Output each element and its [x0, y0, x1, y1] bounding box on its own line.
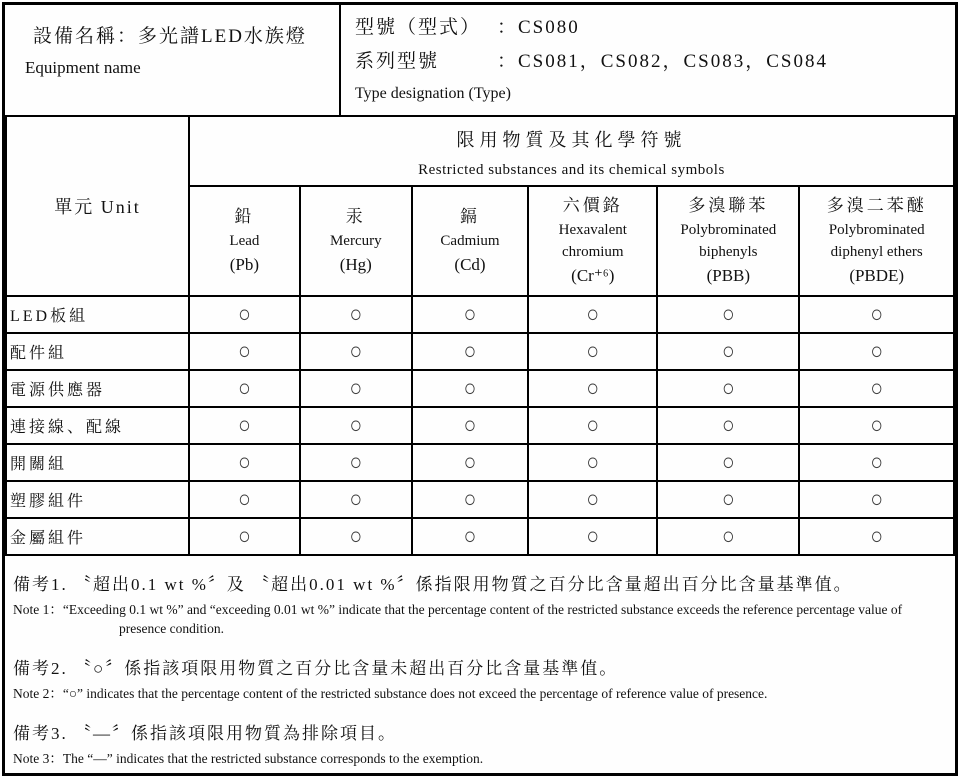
circle-mark: ○ — [870, 299, 884, 328]
row-label: LED板組 — [6, 296, 189, 333]
circle-mark: ○ — [349, 484, 363, 513]
note3-en: Note 3：The “—” indicates that the restricted substance corresponds to the exemption. — [13, 751, 484, 766]
presence-cell — [300, 444, 412, 481]
series-number-label: 系列型號 — [355, 51, 440, 72]
presence-cell — [657, 370, 799, 407]
presence-cell — [657, 407, 799, 444]
circle-mark: ○ — [463, 410, 477, 439]
presence-cell — [799, 370, 954, 407]
note1-zh: 備考1. 〝超出0.1 wt %〞及 〝超出0.01 wt %〞係指限用物質之百分比含量超出百分比含量基準值。 — [13, 575, 853, 594]
presence-cell — [412, 296, 529, 333]
column-header-pbde — [799, 186, 954, 296]
equipment-name-en: Equipment name — [25, 58, 141, 77]
circle-mark: ○ — [349, 336, 363, 365]
model-number-label: 型號（型式） — [355, 17, 482, 38]
presence-cell — [412, 370, 529, 407]
unit-column-header: 單元 Unit — [6, 116, 189, 296]
restricted-substances-header — [189, 116, 954, 186]
presence-cell — [300, 481, 412, 518]
pbde-en: Polybrominated diphenyl ethers — [828, 222, 925, 260]
presence-cell — [300, 407, 412, 444]
chromium-en: Hexavalent chromium — [558, 222, 627, 260]
presence-cell — [657, 296, 799, 333]
chromium-symbol: (Cr⁺⁶) — [571, 266, 615, 285]
table-row — [6, 333, 954, 370]
presence-cell — [528, 333, 657, 370]
presence-cell — [799, 407, 954, 444]
circle-mark: ○ — [463, 521, 477, 550]
presence-cell — [528, 444, 657, 481]
presence-cell — [799, 333, 954, 370]
presence-cell — [528, 370, 657, 407]
circle-mark: ○ — [870, 484, 884, 513]
note2-en: Note 2：“○” indicates that the percentage content of the restricted substance does not exceed the percentage of reference value of presence. — [13, 686, 768, 701]
circle-mark: ○ — [721, 336, 735, 365]
circle-mark: ○ — [238, 336, 251, 365]
note3-zh: 備考3. 〝—〞係指該項限用物質為排除項目。 — [13, 724, 397, 743]
circle-mark: ○ — [870, 410, 884, 439]
circle-mark: ○ — [586, 299, 600, 328]
lead-en: Lead — [229, 233, 260, 249]
column-header-pbb — [657, 186, 799, 296]
presence-cell — [412, 518, 529, 555]
presence-cell — [189, 333, 300, 370]
presence-cell — [412, 481, 529, 518]
circle-mark: ○ — [349, 373, 363, 402]
circle-mark: ○ — [586, 410, 600, 439]
circle-mark: ○ — [238, 521, 251, 550]
presence-cell — [799, 481, 954, 518]
presence-cell — [528, 407, 657, 444]
table-row — [6, 518, 954, 555]
presence-cell — [657, 518, 799, 555]
lead-symbol: (Pb) — [229, 255, 260, 274]
row-label: 連接線、配線 — [6, 407, 189, 444]
presence-cell — [189, 444, 300, 481]
presence-cell — [657, 444, 799, 481]
circle-mark: ○ — [870, 373, 884, 402]
circle-mark: ○ — [721, 521, 735, 550]
presence-cell — [300, 518, 412, 555]
presence-cell — [300, 370, 412, 407]
row-label: 配件組 — [6, 333, 189, 370]
presence-cell — [300, 296, 412, 333]
table-row — [6, 296, 954, 333]
presence-cell — [799, 518, 954, 555]
circle-mark: ○ — [463, 447, 477, 476]
circle-mark: ○ — [349, 410, 363, 439]
restricted-substances-header-zh: 限用物質及其化學符號 — [456, 129, 687, 150]
presence-cell — [189, 296, 300, 333]
presence-cell — [412, 333, 529, 370]
row-label: 塑膠組件 — [6, 481, 189, 518]
presence-cell — [189, 407, 300, 444]
presence-cell — [300, 333, 412, 370]
pbde-zh: 多溴二苯醚 — [826, 196, 927, 215]
type-designation-en: Type designation (Type) — [355, 85, 511, 102]
presence-cell — [799, 444, 954, 481]
presence-cell — [189, 518, 300, 555]
pbde-symbol: (PBDE) — [849, 266, 905, 285]
note1-en: Note 1：“Exceeding 0.1 wt %” and “exceeding 0.01 wt %” indicate that the percentage content of the restricted substance exceeds the reference percentage value of presence condition. — [13, 602, 903, 636]
presence-cell — [528, 296, 657, 333]
cadmium-en: Cadmium — [440, 233, 500, 249]
circle-mark: ○ — [586, 521, 600, 550]
pbb-zh: 多溴聯苯 — [688, 196, 769, 215]
circle-mark: ○ — [463, 299, 477, 328]
circle-mark: ○ — [721, 299, 735, 328]
circle-mark: ○ — [238, 373, 251, 402]
mercury-en: Mercury — [329, 233, 382, 249]
column-header-mercury — [300, 186, 412, 296]
row-label: 金屬組件 — [6, 518, 189, 555]
circle-mark: ○ — [349, 447, 363, 476]
circle-mark: ○ — [463, 336, 477, 365]
note2-zh: 備考2. 〝○〞係指該項限用物質之百分比含量未超出百分比含量基準值。 — [13, 659, 619, 678]
presence-cell — [657, 481, 799, 518]
circle-mark: ○ — [463, 373, 477, 402]
type-designation-cell — [341, 5, 955, 115]
row-label: 開關組 — [6, 444, 189, 481]
cadmium-zh: 鎘 — [460, 207, 481, 226]
notes-section — [5, 556, 955, 768]
presence-cell — [412, 444, 529, 481]
table-row — [6, 481, 954, 518]
table-row — [6, 444, 954, 481]
equipment-name-cell — [5, 5, 341, 115]
identification-block — [5, 5, 955, 115]
circle-mark: ○ — [721, 484, 735, 513]
circle-mark: ○ — [238, 410, 251, 439]
circle-mark: ○ — [463, 484, 477, 513]
cadmium-symbol: (Cd) — [454, 255, 486, 274]
model-number-line — [355, 11, 955, 45]
pbb-en: Polybrominated biphenyls — [680, 222, 777, 260]
restricted-substances-table — [5, 115, 955, 556]
presence-cell — [528, 518, 657, 555]
mercury-zh: 汞 — [345, 207, 366, 226]
circle-mark: ○ — [238, 299, 251, 328]
circle-mark: ○ — [349, 521, 363, 550]
circle-mark: ○ — [238, 447, 251, 476]
circle-mark: ○ — [586, 447, 600, 476]
circle-mark: ○ — [349, 299, 363, 328]
circle-mark: ○ — [721, 373, 735, 402]
table-row — [6, 407, 954, 444]
circle-mark: ○ — [586, 373, 600, 402]
column-header-lead — [189, 186, 300, 296]
circle-mark: ○ — [238, 484, 251, 513]
model-number-value: ：CS080 — [497, 17, 580, 38]
presence-cell — [528, 481, 657, 518]
mercury-symbol: (Hg) — [339, 255, 372, 274]
chromium-zh: 六價鉻 — [562, 196, 623, 215]
presence-cell — [657, 333, 799, 370]
presence-cell — [189, 370, 300, 407]
presence-cell — [799, 296, 954, 333]
restricted-substances-header-en: Restricted substances and its chemical symbols — [418, 161, 725, 178]
series-number-line — [355, 45, 955, 79]
circle-mark: ○ — [870, 447, 884, 476]
lead-zh: 鉛 — [234, 207, 255, 226]
column-header-cadmium — [412, 186, 529, 296]
circle-mark: ○ — [721, 410, 735, 439]
presence-cell — [189, 481, 300, 518]
presence-cell — [412, 407, 529, 444]
circle-mark: ○ — [586, 336, 600, 365]
equipment-name-zh: 設備名稱：多光譜LED水族燈 — [33, 26, 307, 47]
circle-mark: ○ — [870, 336, 884, 365]
series-number-value: ：CS081，CS082，CS083，CS084 — [497, 51, 828, 72]
row-label: 電源供應器 — [6, 370, 189, 407]
table-row — [6, 370, 954, 407]
circle-mark: ○ — [586, 484, 600, 513]
circle-mark: ○ — [870, 521, 884, 550]
column-header-hexavalent-chromium — [528, 186, 657, 296]
pbb-symbol: (PBB) — [706, 266, 751, 285]
declaration-document — [2, 2, 958, 776]
circle-mark: ○ — [721, 447, 735, 476]
